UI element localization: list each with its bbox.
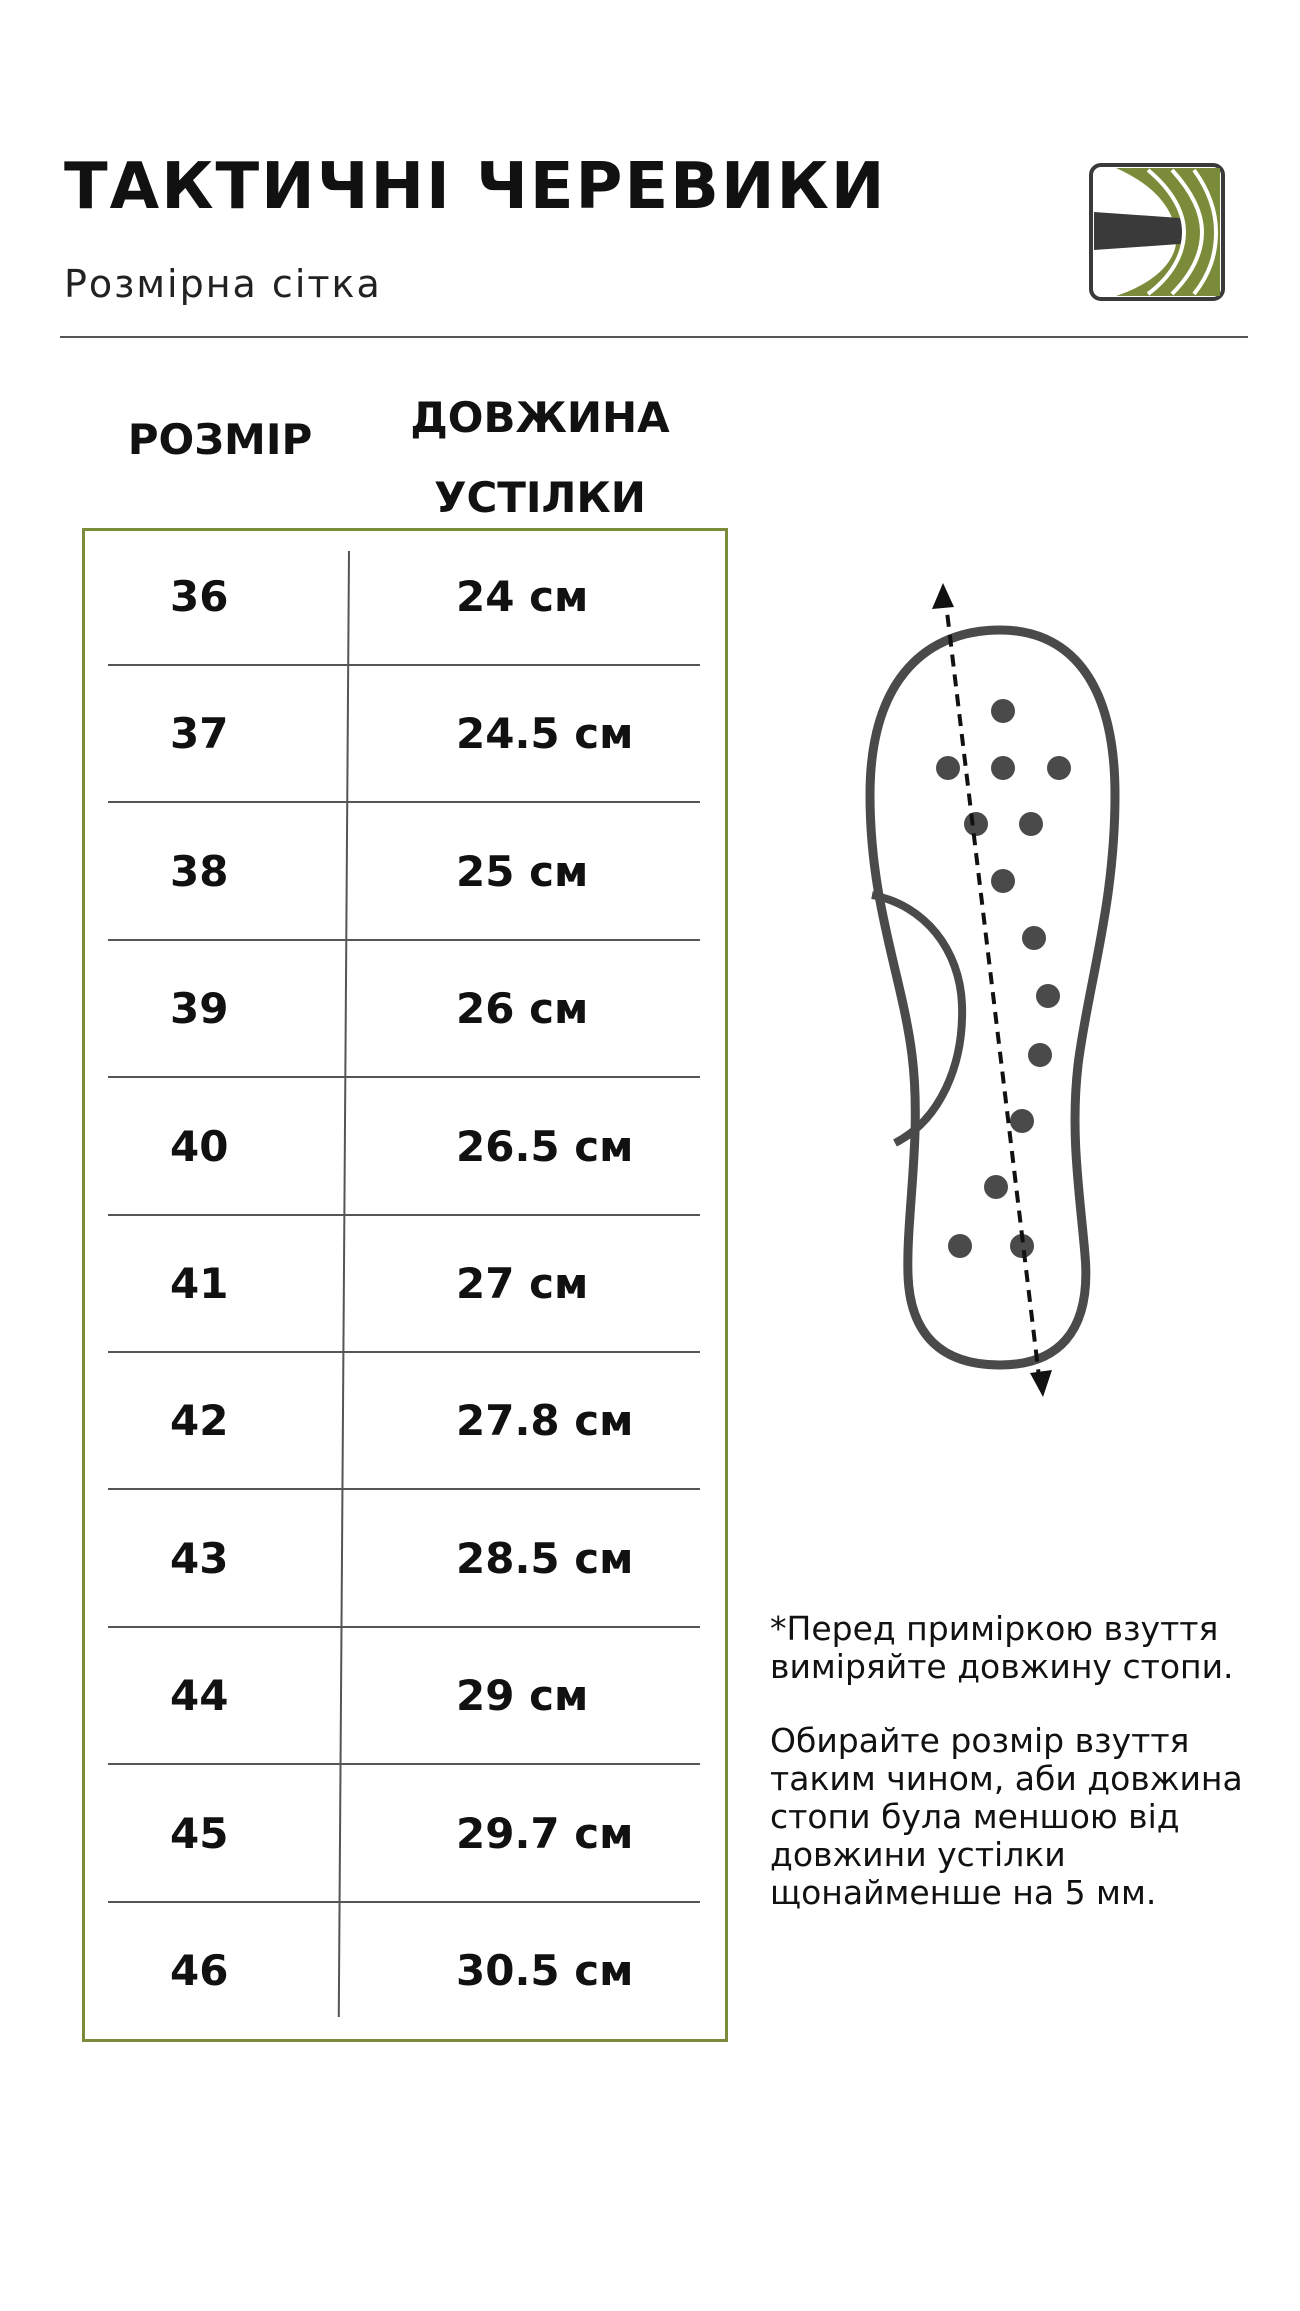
size-cell: 44 — [170, 1671, 229, 1721]
table-row — [108, 1078, 700, 1215]
page-title: ТАКТИЧНІ ЧЕРЕВИКИ — [64, 150, 887, 224]
size-cell: 43 — [170, 1533, 229, 1583]
measure-note — [770, 1610, 1270, 1686]
header-divider — [60, 336, 1248, 338]
page-subtitle: Розмірна сітка — [64, 262, 382, 306]
table-row — [108, 528, 700, 665]
sizing-advice-line3: стопи була меншою від — [770, 1797, 1180, 1836]
table-row — [108, 940, 700, 1077]
table-row — [108, 1765, 700, 1902]
column-header-length-line2: УСТІЛКИ — [434, 473, 646, 522]
size-cell: 37 — [170, 709, 229, 759]
table-row — [108, 1902, 700, 2039]
sizing-advice-line1: Обирайте розмір взуття — [770, 1721, 1190, 1760]
column-header-size: РОЗМІР — [127, 415, 313, 464]
size-cell: 45 — [170, 1808, 229, 1858]
sizing-advice-line2: таким чином, аби довжина — [770, 1759, 1243, 1798]
length-cell: 24 см — [456, 572, 589, 621]
length-cell: 29 см — [456, 1671, 589, 1721]
size-cell: 38 — [170, 846, 229, 896]
table-row — [108, 1627, 700, 1764]
insole-measure-icon — [850, 575, 1150, 1405]
length-cell: 28.5 см — [456, 1533, 634, 1583]
column-header-length-line1: ДОВЖИНА — [410, 393, 670, 442]
measure-note-line2: виміряйте довжину стопи. — [770, 1647, 1234, 1686]
table-row — [108, 665, 700, 802]
size-cell: 40 — [170, 1121, 229, 1171]
size-cell: 46 — [170, 1946, 229, 1995]
size-cell: 42 — [170, 1396, 229, 1446]
length-cell: 26 см — [456, 984, 589, 1034]
sizing-advice-line4: довжини устілки — [770, 1835, 1066, 1874]
size-cell: 36 — [170, 572, 229, 621]
length-cell: 27 см — [456, 1259, 589, 1308]
size-cell: 39 — [170, 984, 229, 1034]
column-header-length — [380, 378, 700, 538]
sizing-advice-line5: щонайменше на 5 мм. — [770, 1873, 1157, 1912]
length-cell: 24.5 см — [456, 709, 634, 759]
table-row — [108, 1352, 700, 1489]
table-row — [108, 803, 700, 940]
length-cell: 26.5 см — [456, 1121, 634, 1171]
brand-logo-icon — [1088, 162, 1226, 302]
measure-note-line1: *Перед приміркою взуття — [770, 1609, 1219, 1648]
length-cell: 30.5 см — [456, 1946, 634, 1995]
table-row — [108, 1490, 700, 1627]
length-cell: 27.8 см — [456, 1396, 634, 1446]
length-cell: 25 см — [456, 846, 589, 896]
sizing-advice-note — [770, 1722, 1270, 1912]
table-row — [108, 1215, 700, 1352]
size-cell: 41 — [170, 1259, 229, 1308]
length-cell: 29.7 см — [456, 1808, 634, 1858]
